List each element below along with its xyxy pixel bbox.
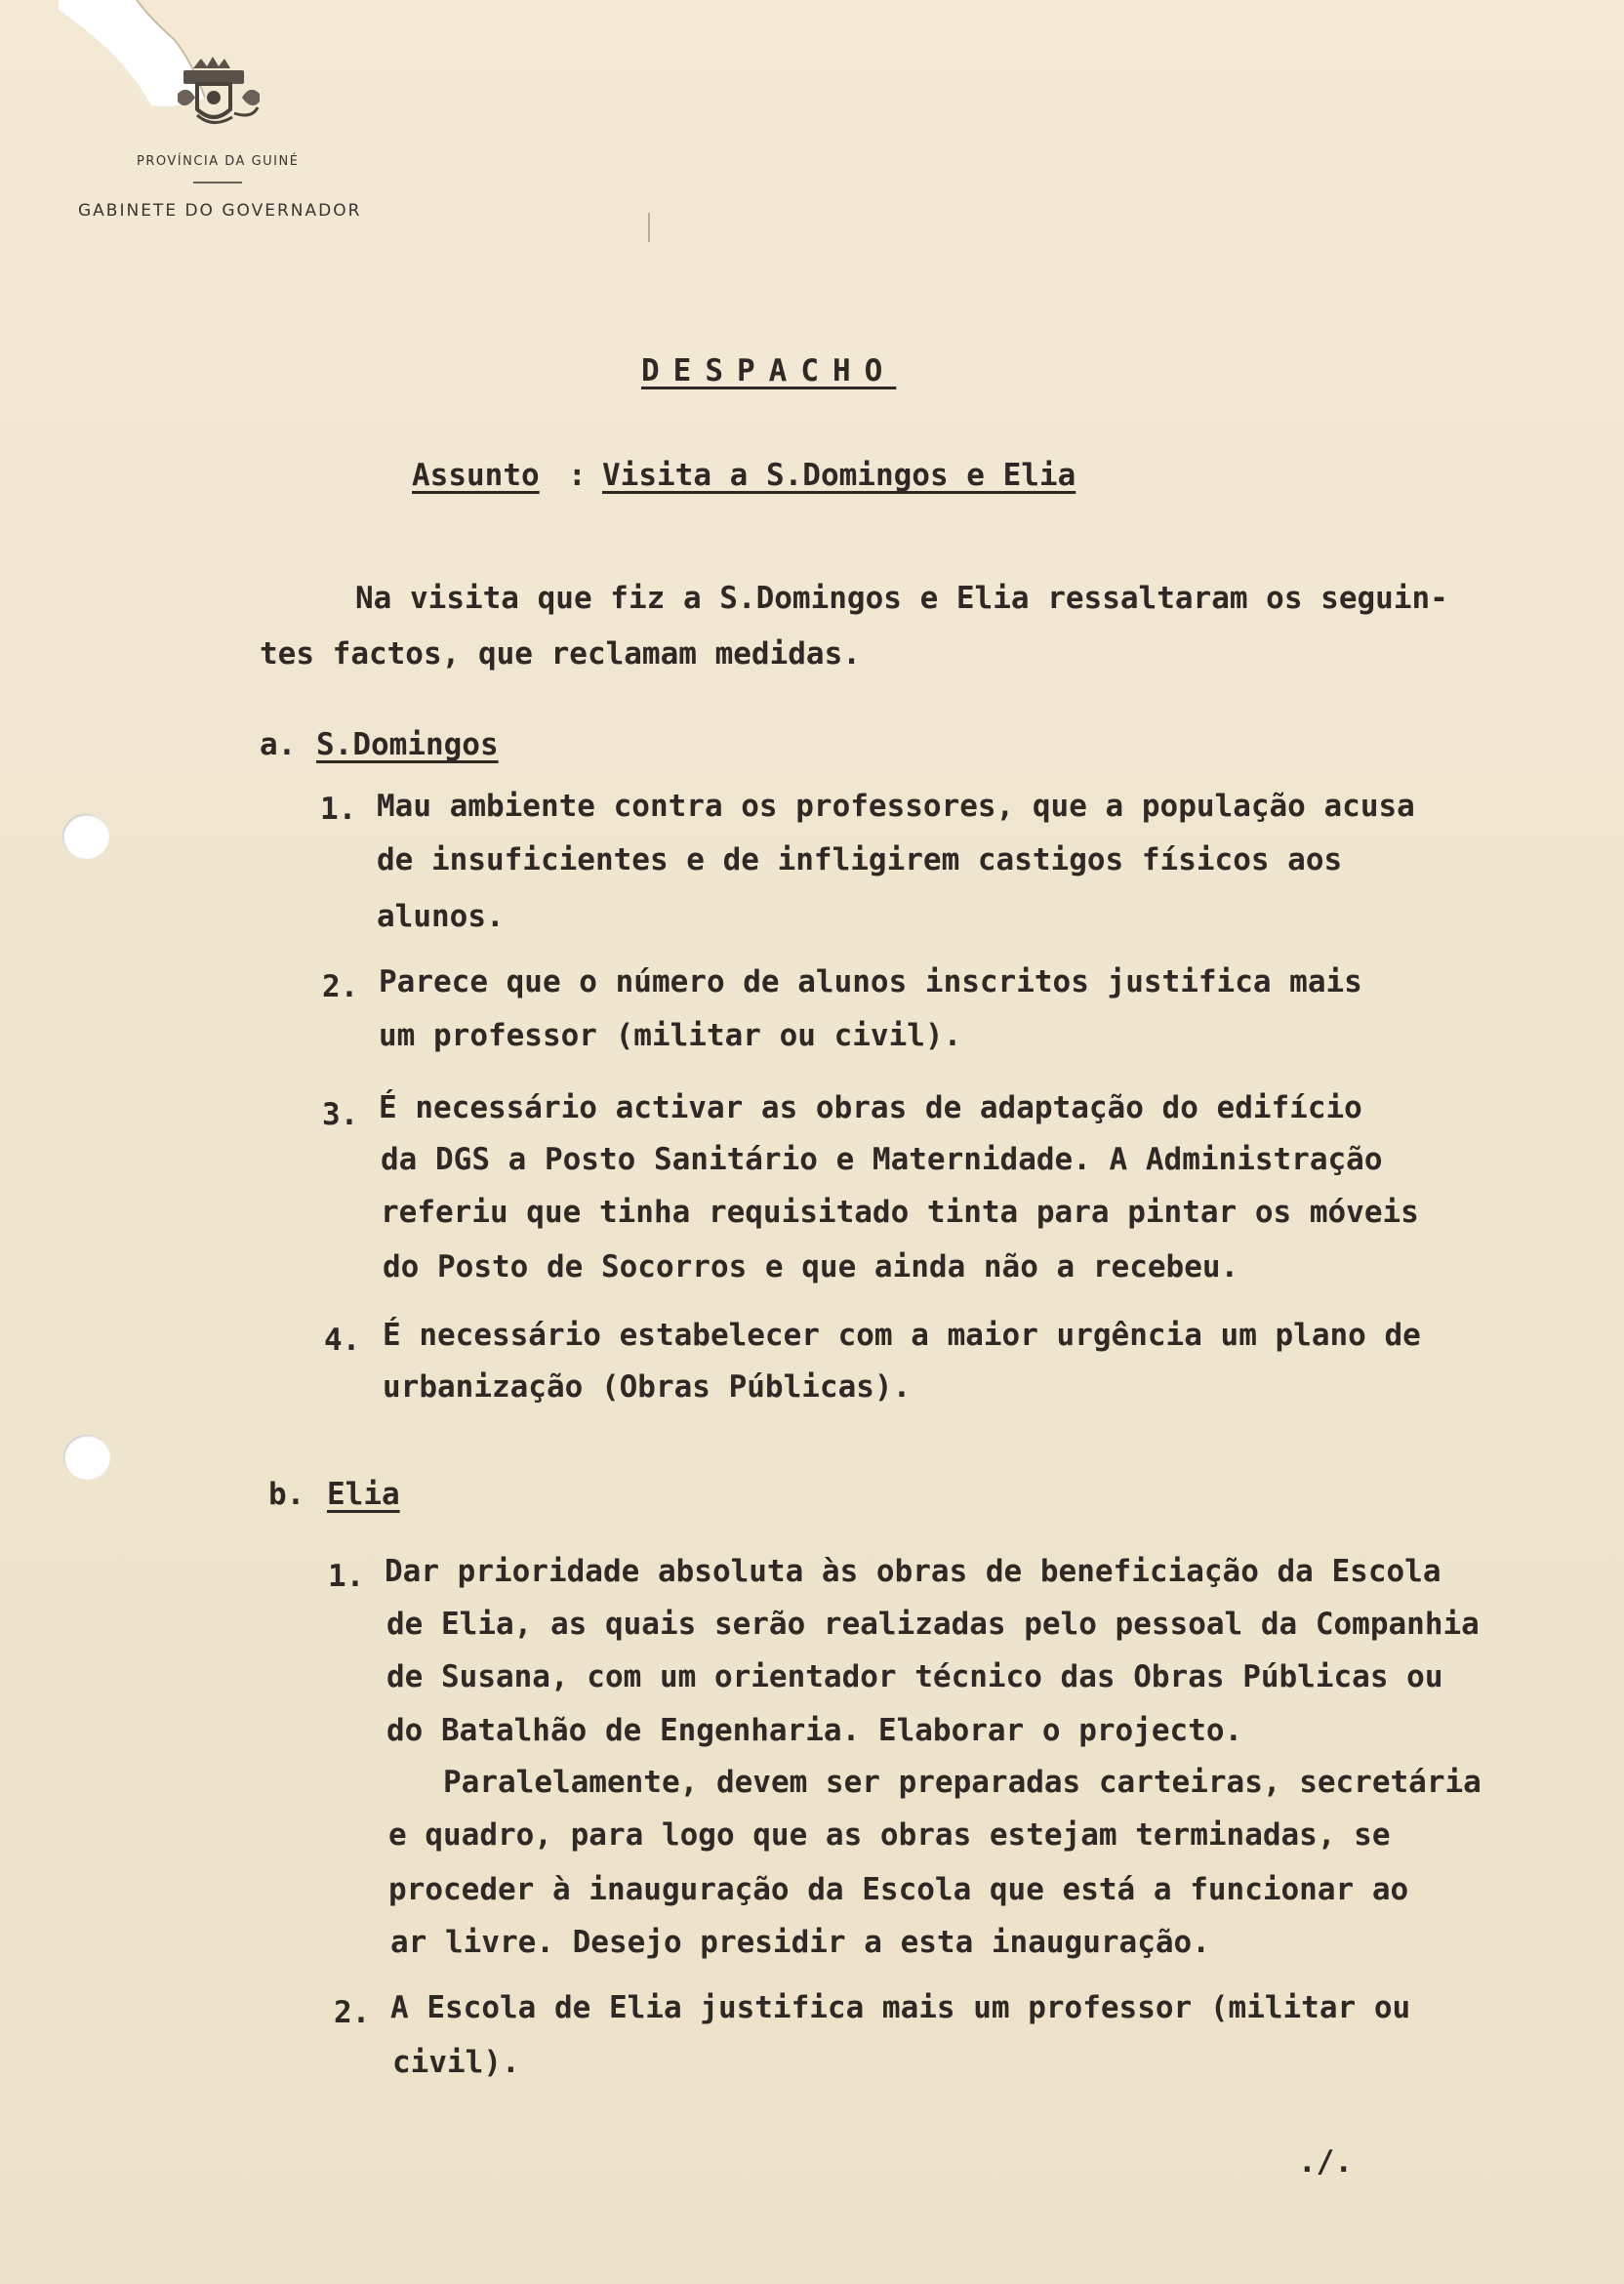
- a4-number: 4.: [324, 1323, 361, 1358]
- a3-line-1: É necessário activar as obras de adaptação do edifício: [379, 1090, 1362, 1125]
- a2-line-2: um professor (militar ou civil).: [379, 1018, 962, 1053]
- a3-number: 3.: [322, 1097, 359, 1132]
- letterhead-province: PROVÍNCIA DA GUINÉ: [137, 154, 300, 169]
- subject-separator: :: [568, 458, 587, 493]
- a1-line-2: de insuficientes e de infligirem castigos físicos aos: [377, 842, 1343, 877]
- section-a-heading: S.Domingos: [316, 727, 499, 762]
- intro-line-2: tes factos, que reclamam medidas.: [260, 636, 861, 672]
- letterhead-divider: [193, 182, 242, 184]
- b1-line-2: de Elia, as quais serão realizadas pelo pessoal da Companhia: [386, 1607, 1480, 1642]
- b1-line-7: proceder à inauguração da Escola que está a funcionar ao: [388, 1872, 1409, 1907]
- b2-line-1: A Escola de Elia justifica mais um professor (militar ou: [390, 1990, 1411, 2025]
- a4-line-2: urbanização (Obras Públicas).: [383, 1369, 912, 1405]
- a2-line-1: Parece que o número de alunos inscritos justifica mais: [379, 964, 1362, 999]
- a2-number: 2.: [322, 969, 359, 1004]
- b1-line-3: de Susana, com um orientador técnico das Obras Públicas ou: [386, 1659, 1443, 1694]
- b1-line-6: e quadro, para logo que as obras estejam terminadas, se: [388, 1817, 1391, 1853]
- subject-text: Visita a S.Domingos e Elia: [602, 458, 1076, 493]
- letterhead-cabinet: GABINETE DO GOVERNADOR: [78, 201, 362, 221]
- a3-line-2: da DGS a Posto Sanitário e Maternidade. A Administração: [381, 1142, 1383, 1177]
- document-title: DESPACHO: [641, 353, 897, 388]
- b1-line-4: do Batalhão de Engenharia. Elaborar o projecto.: [386, 1713, 1243, 1748]
- b2-number: 2.: [334, 1995, 371, 2030]
- section-b-marker: b.: [268, 1477, 305, 1512]
- punch-hole-top: [62, 814, 109, 859]
- intro-line-1: Na visita que fiz a S.Domingos e Elia ressaltaram os seguin-: [355, 581, 1448, 616]
- continuation-mark: ./.: [1298, 2144, 1353, 2180]
- b1-line-1: Dar prioridade absoluta às obras de beneficiação da Escola: [385, 1554, 1441, 1589]
- a3-line-3: referiu que tinha requisitado tinta para pintar os móveis: [381, 1195, 1419, 1230]
- a4-line-1: É necessário estabelecer com a maior urgência um plano de: [383, 1318, 1421, 1353]
- section-b-heading: Elia: [327, 1477, 400, 1512]
- a1-number: 1.: [320, 792, 357, 827]
- b1-number: 1.: [328, 1559, 365, 1594]
- a1-line-1: Mau ambiente contra os professores, que a população acusa: [377, 789, 1415, 824]
- b1-line-8: ar livre. Desejo presidir a esta inauguração.: [390, 1925, 1210, 1960]
- b1-line-5: Paralelamente, devem ser preparadas carteiras, secretária: [443, 1765, 1482, 1800]
- pencil-mark: [648, 213, 650, 242]
- a1-line-3: alunos.: [377, 899, 505, 934]
- coat-of-arms-icon: [174, 55, 264, 135]
- b2-line-2: civil).: [392, 2045, 520, 2080]
- section-a-marker: a.: [260, 727, 297, 762]
- punch-hole-bottom: [63, 1435, 110, 1480]
- subject-label: Assunto: [412, 458, 540, 493]
- a3-line-4: do Posto de Socorros e que ainda não a recebeu.: [383, 1249, 1239, 1285]
